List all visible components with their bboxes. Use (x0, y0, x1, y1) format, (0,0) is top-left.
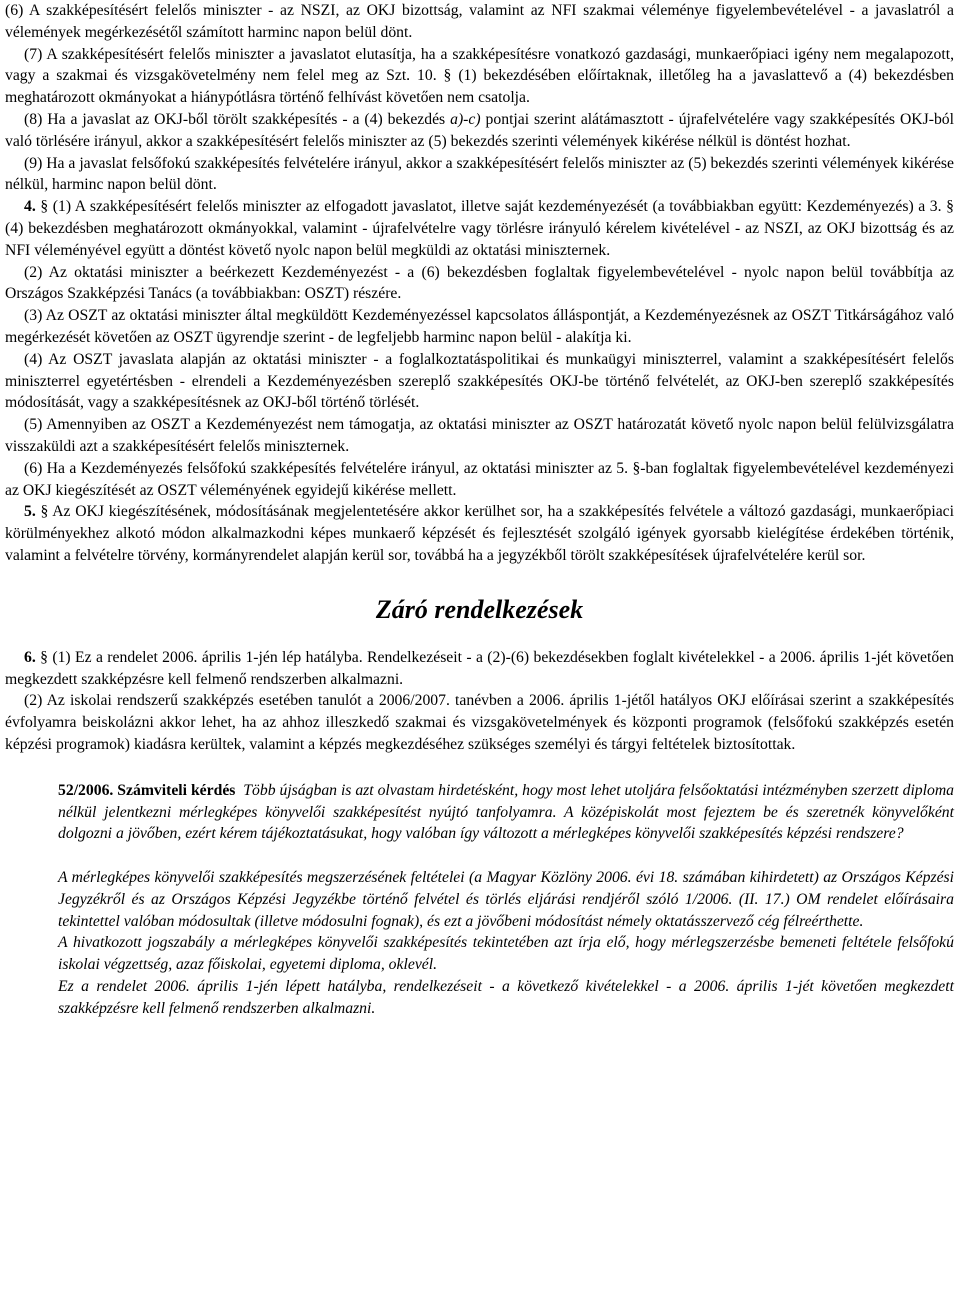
paragraph-text: § (1) Ez a rendelet 2006. április 1-jén lép hatályba. Rendelkezéseit - a (2)-(6) bekezdésekben foglalt kivételekkel - a 2006. április 1-jét követően megkezdett szakképzésre kell felmenő rendszerben alkalmazni. (5, 648, 954, 688)
qa-answer-paragraph-3: Ez a rendelet 2006. április 1-jén lépett hatályba, rendelkezéseit - a következő kivételekkel - a 2006. április 1-jét követően megkezdett szakképzésre kell felmenő rendszerben alkalmazni. (58, 978, 954, 1017)
section-5 (5, 501, 954, 566)
paragraph-3-6: (6) A szakképesítésért felelős miniszter - az NSZI, az OKJ bizottság, valamint az NFI szakmai véleménye figyelembevételével - a javaslatról a vélemények megérkezésétől számított harminc napon belül dönt. (5, 2, 954, 41)
paragraph-6-2: (2) Az iskolai rendszerű szakképzés esetében tanulót a 2006/2007. tanévben a 2006. április 1-jétől hatályos OKJ előírásai szerint a szakképesítés évfolyamra beiskolázni akkor lehet, ha az ahhoz illeszkedő szakmai és vizsgakövetelmények és központi programok (felsőfokú szakképzés esetén képzési programok) kiadásra kerültek, valamint a képzés megkezdéséhez szükséges személyi és tárgyi feltételek biztosítottak. (5, 692, 954, 753)
section-number: 4. (24, 198, 36, 216)
qa-number: 52/2006. (58, 781, 114, 799)
qa-question (5, 780, 954, 845)
section-number: 6. (24, 648, 36, 666)
qa-answer-paragraph-2: A hivatkozott jogszabály a mérlegképes könyvelői szakképesítés tekintetében azt írja elő, hogy mérlegszerzésbe bemeneti feltétele felsőfokú iskolai végzettség, azaz főiskolai, egyetemi diploma, oklevél. (58, 934, 954, 974)
paragraph-text: § (1) A szakképesítésért felelős miniszter az elfogadott javaslatot, illetve saját kezdeményezését (a továbbiakban együtt: Kezdeményezés) a 3. § (4) bekezdésben meghatározott okmányokkal, valamint - újrafelvételre vagy törlésre irányuló kérelem kivételével - az NSZI, az OKJ bizottság és az NFI véleményével együtt a döntést követő nyolc napon belül megküldi az oktatási miniszternek. (5, 198, 954, 259)
section-4-1 (5, 196, 954, 261)
section-number: 5. (24, 503, 36, 521)
paragraph-4-5: (5) Amennyiben az OSZT a Kezdeményezést nem támogatja, az oktatási miniszter az OSZT határozatát követő nyolc napon belül felülvizsgálatra visszaküldi azt a szakképesítésért felelős miniszternek. (5, 416, 954, 455)
paragraph-3-7: (7) A szakképesítésért felelős miniszter a javaslatot elutasítja, ha a szakképesítésre vonatkozó gazdasági, munkaerőpiaci igény nem megalapozott, vagy a szakmai és vizsgakövetelmény nem felel meg az Szt. 10. § (1) bekezdésében előírtaknak, illetőleg ha a javaslattevő a (4) bekezdésben meghatározott okmányokat a hiánypótlásra történő felhívást követően nem csatolja. (5, 45, 954, 107)
paragraph-text: § Az OKJ kiegészítésének, módosításának megjelentetésére akkor kerülhet sor, ha a szakképesítés felvétele a változó gazdasági, munkaerőpiaci körülményekhez alkotó módon alkalmazkodni képes munkaerő képzését és fejlesztését szolgáló igények gyorsabb kielégítése érdekében történik, valamint a felvételre törvény, kormányrendelet alapján kerül sor, továbbá ha a jegyzékből törölt szakképesítések újrafelvételére kerül sor. (5, 503, 954, 564)
qa-answer-paragraph-1: A mérlegképes könyvelői szakképesítés megszerzésének feltételei (a Magyar Közlöny 2006. évi 18. számában kihirdetett) az Országos Képzési Jegyzékről és az Országos Képzési Jegyzékbe történő felvétel és törlés eljárási rendjéről szóló 1/2006. (II. 17.) OM rendelet előírásaira tekintettel valóban módosultak (illetve módosulni fognak), és ezt a jövőbeni módosítást némely oktatásszervező cég félreérthette. (58, 869, 954, 930)
paragraph-3-9: (9) Ha a javaslat felsőfokú szakképesítés felvételére irányul, akkor a szakképesítésért felelős miniszter az (5) bekezdés szerinti vélemények kikérése nélkül, harminc napon belül dönt. (5, 154, 954, 194)
paragraph-text: pontjai szerint alátámasztott - újrafelvételére vagy szakképesítés OKJ-ból való törlésére irányul, akkor a szakképesítésért felelős miniszter az (5) bekezdés szerinti vélemények kikérése nélkül is döntést hozhat. (5, 110, 955, 150)
paragraph-4-6: (6) Ha a Kezdeményezés felsőfokú szakképesítés felvételére irányul, az oktatási miniszter az 5. §-ban foglaltak figyelembevételével kezdeményezi az OKJ kiegészítését az OSZT véleményének egyidejű kikérése mellett. (5, 459, 954, 499)
paragraph-4-2: (2) Az oktatási miniszter a beérkezett Kezdeményezést - a (6) bekezdésben foglaltak figyelembevételével - nyolc napon belül továbbítja az Országos Szakképzési Tanács (a továbbiakban: OSZT) részére. (5, 263, 954, 303)
section-6-1 (5, 647, 954, 691)
section-heading: Záró rendelkezések (375, 594, 584, 624)
paragraph-4-4: (4) Az OSZT javaslata alapján az oktatási miniszter - a foglalkoztatáspolitikai és munkaügyi miniszterrel, valamint a szakképesítésért felelős miniszterrel egyetértésben - elrendeli a Kezdeményezésben szereplő szakképesítés OKJ-be történő felvételét, az OKJ-ben szereplő szakképesítés módosítását, vagy a szakképesítésnek az OKJ-ből történő törlését. (5, 350, 954, 412)
qa-topic: Számviteli kérdés (117, 781, 236, 799)
qa-question-text: Több újságban is azt olvastam hirdetésként, hogy most lehet utoljára felsőoktatási intézményben szerzett diploma nélkül jelentkezni mérlegképes könyvelői szakképesítést nyújtó tanfolyamra. A középiskolát most fejeztem be és szeretnék könyvelőként dolgozni a jövőben, ezért kérem tájékoztatásukat, hogy valóban így változott a mérlegképes könyvelői szakképesítés képzési rendszere? (58, 781, 955, 843)
paragraph-text: (8) Ha a javaslat az OKJ-ből törölt szakképesítés - a (4) bekezdés (24, 110, 451, 128)
spacer (5, 845, 954, 867)
point-reference: a)-c) (450, 110, 481, 128)
paragraph-3-8 (5, 109, 954, 153)
paragraph-4-3: (3) Az OSZT az oktatási miniszter által megküldött Kezdeményezéssel kapcsolatos álláspontját, a Kezdeményezésnek az OSZT Titkárságához való megérkezését követően az OSZT ügyrendje szerint - de legfeljebb harminc napon belül - alakítja ki. (5, 307, 954, 346)
